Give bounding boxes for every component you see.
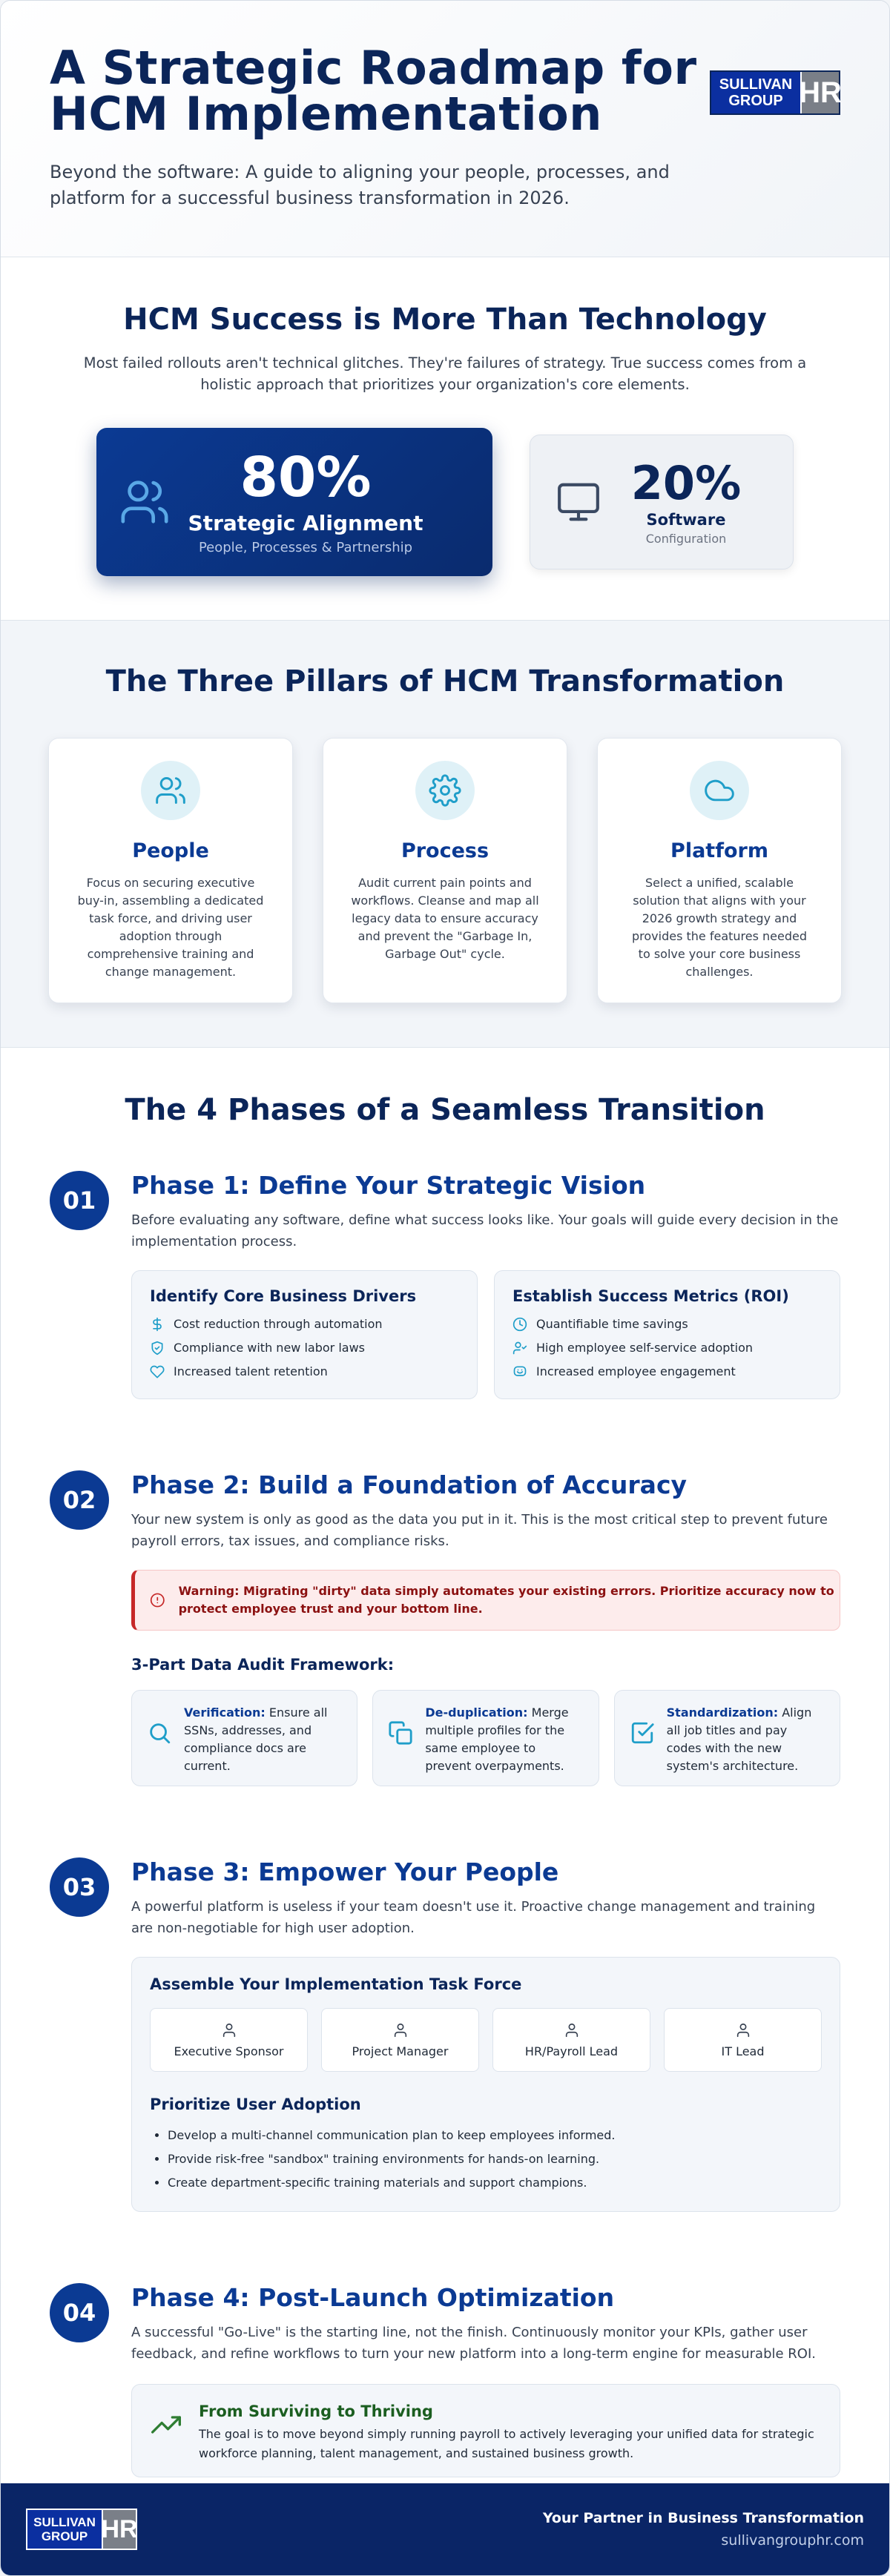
phase-1 (1, 1171, 889, 1399)
thriving-card (131, 2384, 840, 2477)
page-title: A Strategic Roadmap for HCM Implementation (50, 41, 697, 141)
phases-section (1, 1048, 889, 2477)
phase-description: Your new system is only as good as the data you put in it. This is the most critical step to prevent future payroll errors, tax issues, and compliance risks. (131, 1512, 828, 1549)
pillar-people (48, 738, 293, 1003)
phase-number: 03 (50, 1857, 109, 1917)
user-icon (564, 2022, 580, 2038)
phase-title: Phase 1: Define Your Strategic Vision (131, 1171, 646, 1200)
software-percent: 20% (630, 455, 742, 510)
phase-title: Phase 3: Empower Your People (131, 1857, 559, 1886)
stats-row (1, 428, 889, 576)
list-item: High employee self-service adoption (512, 1336, 822, 1360)
logo-line1: SULLIVAN (719, 76, 793, 93)
role-card: IT Lead (664, 2008, 822, 2072)
strategic-alignment-stat (96, 428, 492, 576)
pillar-text: Focus on securing executive buy-in, assembling a dedicated task force, and driving user adoption through comprehensive training and change management. (77, 876, 264, 979)
phase-2 (1, 1470, 889, 1786)
clock-icon (512, 1317, 527, 1332)
user-icon (735, 2022, 751, 2038)
dollar-icon (150, 1317, 165, 1332)
list-item: Cost reduction through automation (150, 1312, 459, 1336)
phase-number: 02 (50, 1470, 109, 1530)
card-title: Identify Core Business Drivers (150, 1287, 417, 1305)
header (1, 1, 889, 257)
role-card: HR/Payroll Lead (492, 2008, 650, 2072)
pillars-section (1, 621, 889, 1048)
phase-number: 01 (50, 1171, 109, 1230)
phase-title: Phase 4: Post-Launch Optimization (131, 2283, 615, 2312)
footer-url-link[interactable]: sullivangrouphr.com (721, 2532, 864, 2549)
search-icon (147, 1720, 172, 1746)
footer-tagline: Your Partner in Business Transformation (542, 2510, 864, 2526)
audit-card-standardization: Standardization: Align all job titles and pay codes with the new system's architecture. (614, 1690, 840, 1786)
user-icon (221, 2022, 237, 2038)
footer-logo: SULLIVAN GROUP HR (26, 2509, 137, 2550)
smile-icon (512, 1364, 527, 1379)
phase-4 (1, 2283, 889, 2477)
pillar-text: Select a unified, scalable solution that aligns with your 2026 growth strategy and provides the features needed to solve your core business challenges. (631, 876, 808, 979)
software-label: Software (646, 510, 726, 529)
role-card: Executive Sponsor (150, 2008, 308, 2072)
audit-card-verification: Verification: Ensure all SSNs, addresses, and compliance docs are current. (131, 1690, 357, 1786)
software-sub: Configuration (645, 531, 727, 546)
role-card: Project Manager (321, 2008, 479, 2072)
heart-icon (150, 1364, 165, 1379)
phase-number: 04 (50, 2283, 109, 2342)
logo-line2: GROUP (728, 93, 783, 109)
task-force-card (131, 1957, 840, 2212)
strategic-percent: 80% (240, 446, 372, 509)
strategic-label: Strategic Alignment (188, 511, 423, 535)
phases-title: The 4 Phases of a Seamless Transition (125, 1093, 765, 1127)
adoption-list (150, 2124, 822, 2195)
shield-check-icon (150, 1341, 165, 1355)
phase-description: A successful "Go-Live" is the starting line, not the finish. Continuously monitor your KPIs, gather user feedback, and refine workflows to turn your new platform into a long-term engine for measurable ROI. (131, 2325, 817, 2362)
check-square-icon (630, 1720, 655, 1746)
software-stat (530, 435, 794, 569)
card-title: From Surviving to Thriving (199, 2402, 433, 2420)
phase-3 (1, 1857, 889, 2212)
success-section (1, 257, 889, 621)
pillar-title: Platform (670, 839, 768, 862)
cloud-icon (703, 774, 736, 807)
phase-description: Before evaluating any software, define what success looks like. Your goals will guide every decision in the implementation process. (131, 1212, 839, 1249)
pillar-text: Audit current pain points and workflows. Cleanse and map all legacy data to ensure accuracy and prevent the "Garbage In, Garbage Out" cycle. (351, 876, 539, 961)
metrics-card (494, 1270, 840, 1399)
user-icon (392, 2022, 409, 2038)
phase-title: Phase 2: Build a Foundation of Accuracy (131, 1470, 688, 1499)
pillar-title: Process (400, 839, 490, 862)
pillar-process (323, 738, 567, 1003)
card-title: Establish Success Metrics (ROI) (512, 1287, 789, 1305)
card-text: The goal is to move beyond simply running payroll to actively leveraging your unified data for strategic workforce planning, talent management, and sustained business growth. (199, 2427, 814, 2460)
list-item: Quantifiable time savings (512, 1312, 822, 1336)
drivers-card (131, 1270, 478, 1399)
list-item: • Develop a multi-channel communication plan to keep employees informed. (168, 2124, 822, 2147)
strategic-sub: People, Processes & Partnership (198, 540, 413, 555)
audit-title: 3-Part Data Audit Framework: (131, 1656, 395, 1674)
warning-callout (131, 1570, 840, 1631)
monitor-icon (556, 479, 601, 525)
list-item: • Create department-specific training materials and support champions. (168, 2171, 822, 2195)
users-icon (119, 476, 171, 528)
trending-up-icon (151, 2410, 181, 2440)
phase-description: A powerful platform is useless if your team doesn't use it. Proactive change management and training are non-negotiable for high user adoption. (131, 1899, 816, 1936)
pillar-title: People (132, 839, 209, 862)
list-item: Compliance with new labor laws (150, 1336, 459, 1360)
copy-icon (388, 1720, 413, 1746)
warning-text: Warning: Migrating "dirty" data simply automates your existing errors. Prioritize accuracy now to protect employee trust and your bottom line. (178, 1584, 834, 1616)
audit-card-deduplication: De-duplication: Merge multiple profiles for the same employee to prevent overpayments. (372, 1690, 599, 1786)
pillars-title: The Three Pillars of HCM Transformation (105, 664, 785, 699)
list-item: Increased employee engagement (512, 1360, 822, 1384)
page-subtitle: Beyond the software: A guide to aligning your people, processes, and platform for a successful business transformation in 2026. (50, 162, 670, 208)
list-item: Increased talent retention (150, 1360, 459, 1384)
alert-circle-icon (150, 1589, 165, 1611)
footer (1, 2483, 889, 2575)
logo-mark: HR (800, 72, 839, 113)
gear-icon (429, 774, 461, 807)
card-title: Assemble Your Implementation Task Force (150, 1975, 522, 1993)
users-icon (154, 774, 187, 807)
user-check-icon (512, 1341, 527, 1355)
success-lead: Most failed rollouts aren't technical glitches. They're failures of strategy. True success comes from a holistic approach that prioritizes your organization's core elements. (83, 354, 807, 393)
pillar-platform (597, 738, 842, 1003)
adoption-title: Prioritize User Adoption (150, 2096, 361, 2113)
success-title: HCM Success is More Than Technology (123, 303, 767, 337)
list-item: • Provide risk-free "sandbox" training environments for hands-on learning. (168, 2147, 822, 2171)
company-logo (710, 70, 840, 115)
